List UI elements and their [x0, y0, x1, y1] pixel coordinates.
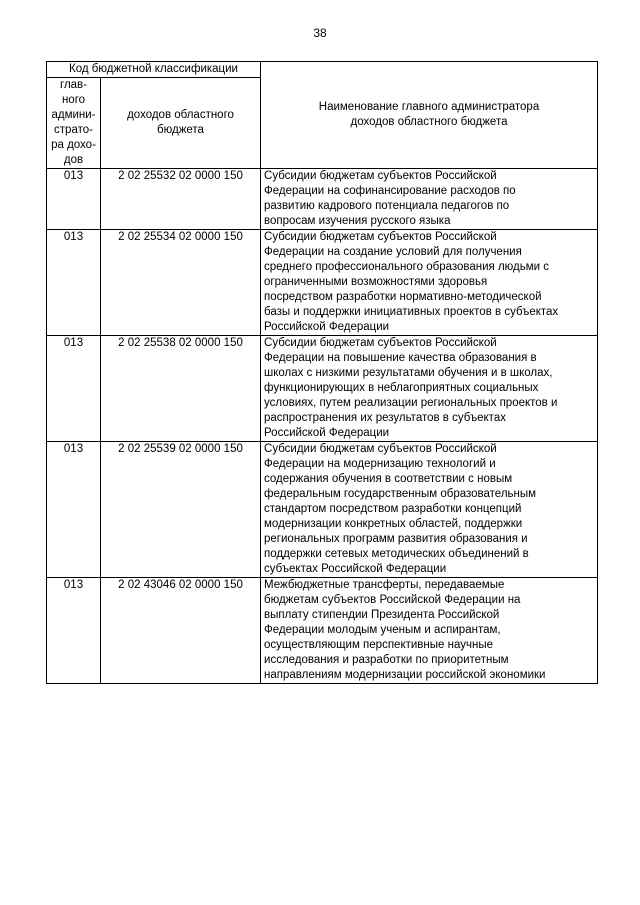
- admin-code-cell: 013: [47, 578, 101, 684]
- name-line: ограниченными возможностями здоровья: [264, 276, 488, 288]
- table-header: [47, 62, 598, 169]
- income-name-cell: [261, 442, 598, 578]
- regional-income-header-line: доходов областного: [127, 109, 234, 121]
- admin-name-header-line: Наименование главного администратора: [318, 101, 540, 113]
- name-line: Российской Федерации: [264, 321, 390, 333]
- budget-code-group-header: Код бюджетной классификации: [47, 62, 261, 78]
- admin-code-cell: 013: [47, 169, 101, 230]
- name-line: модернизации конкретных областей, поддержки: [264, 518, 523, 530]
- table-row: [47, 169, 598, 230]
- name-line: условиях, путем реализации региональных проектов и: [264, 397, 558, 409]
- chief-admin-header: [47, 78, 101, 169]
- name-line: выплату стипендии Президента Российской: [264, 609, 500, 621]
- name-line: Субсидии бюджетам субъектов Российской: [264, 231, 497, 243]
- name-line: школах с низкими результатами обучения и в школах,: [264, 367, 553, 379]
- name-line: стандартом посредством разработки концепций: [264, 503, 522, 515]
- name-line: поддержки сетевых методических объединений в: [264, 548, 529, 560]
- table-row: [47, 578, 598, 684]
- income-name-cell: [261, 578, 598, 684]
- name-line: бюджетам субъектов Российской Федерации на: [264, 594, 521, 606]
- name-line: региональных программ развития образования и: [264, 533, 528, 545]
- income-name-cell: [261, 336, 598, 442]
- budget-classification-table: [46, 61, 598, 684]
- budget-code-cell: 2 02 25534 02 0000 150: [101, 230, 261, 336]
- name-line: осуществляющим перспективные научные: [264, 639, 493, 651]
- chief-admin-header-line: ного: [61, 94, 86, 106]
- name-line: развитию кадрового потенциала педагогов по: [264, 200, 510, 212]
- chief-admin-header-line: дов: [63, 154, 84, 166]
- name-line: посредством разработки нормативно-методической: [264, 291, 542, 303]
- budget-code-cell: 2 02 25538 02 0000 150: [101, 336, 261, 442]
- admin-code-cell: 013: [47, 230, 101, 336]
- name-line: базы и поддержки инициативных проектов в субъектах: [264, 306, 559, 318]
- name-line: исследования и разработки по приоритетным: [264, 654, 509, 666]
- income-name-cell: [261, 169, 598, 230]
- name-line: Федерации на модернизацию технологий и: [264, 458, 496, 470]
- admin-name-header-line: доходов областного бюджета: [350, 116, 508, 128]
- admin-name-header: [261, 62, 598, 169]
- admin-code-cell: 013: [47, 336, 101, 442]
- name-line: Межбюджетные трансферты, передаваемые: [264, 579, 505, 591]
- name-line: Субсидии бюджетам субъектов Российской: [264, 443, 497, 455]
- name-line: вопросам изучения русского языка: [264, 215, 451, 227]
- name-line: субъектах Российской Федерации: [264, 563, 447, 575]
- name-line: Федерации на повышение качества образования в: [264, 352, 537, 364]
- regional-income-header-line: бюджета: [157, 124, 204, 136]
- page-number: 38: [313, 26, 327, 40]
- name-line: содержания обучения в соответствии с новым: [264, 473, 513, 485]
- header-row-group: [47, 62, 598, 78]
- name-line: федеральным государственным образовательным: [264, 488, 537, 500]
- admin-code-cell: 013: [47, 442, 101, 578]
- budget-code-cell: 2 02 25539 02 0000 150: [101, 442, 261, 578]
- name-line: Федерации молодым ученым и аспирантам,: [264, 624, 501, 636]
- table-row: [47, 230, 598, 336]
- table-row: [47, 336, 598, 442]
- name-line: направлениям модернизации российской экономики: [264, 669, 546, 681]
- name-line: Субсидии бюджетам субъектов Российской: [264, 337, 497, 349]
- budget-code-cell: 2 02 25532 02 0000 150: [101, 169, 261, 230]
- income-name-cell: [261, 230, 598, 336]
- name-line: Федерации на создание условий для получения: [264, 246, 522, 258]
- name-line: Субсидии бюджетам субъектов Российской: [264, 170, 497, 182]
- name-line: Федерации на софинансирование расходов по: [264, 185, 516, 197]
- chief-admin-header-line: страто-: [54, 124, 93, 136]
- name-line: функционирующих в неблагоприятных социальных: [264, 382, 539, 394]
- name-line: среднего профессионального образования людьми с: [264, 261, 550, 273]
- chief-admin-header-line: глав-: [60, 79, 87, 91]
- name-line: Российской Федерации: [264, 427, 390, 439]
- budget-code-cell: 2 02 43046 02 0000 150: [101, 578, 261, 684]
- name-line: распространения их результатов в субъектах: [264, 412, 506, 424]
- table-row: [47, 442, 598, 578]
- chief-admin-header-line: админи-: [51, 109, 96, 121]
- regional-income-header: [101, 78, 261, 169]
- chief-admin-header-line: ра дохо-: [51, 139, 96, 151]
